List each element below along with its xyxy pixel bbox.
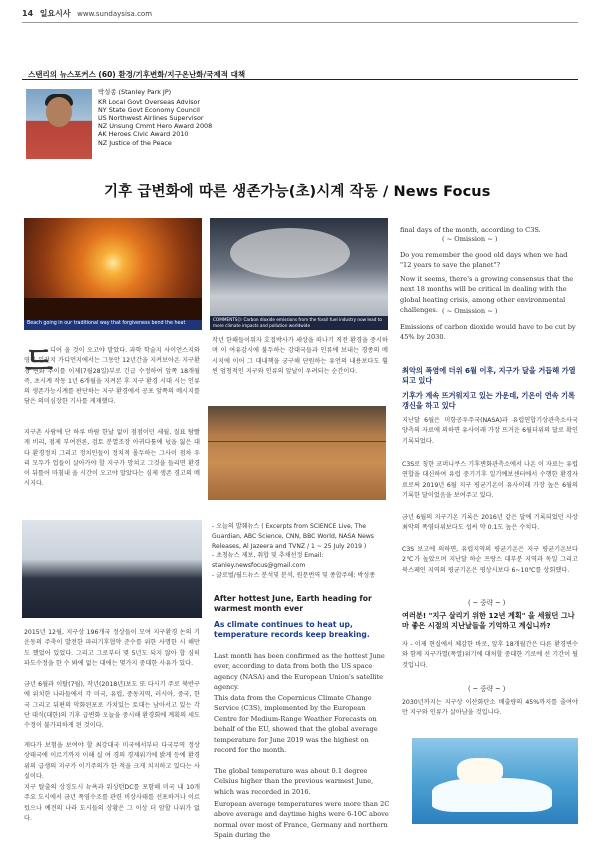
col1-paragraph: 지구촌 사람에 단 하루 바람 한날 없이 점점이던 세월, 질표 탐빨게 비리, 점제 부여전론, 검토 분열조장 아귀다툼에 넋을 잃은 대다 환경정치 그리고 정치인들이 정치적 몰두하는 그사이 점차 우리 모두가 업들이 살아가야 할 지구가 망쳐고 그것을 들리면 환경이 뒤틀어 마침내 올 시간이 오고야 말았다는 심제 생존 경고의 메시지다. [24,429,200,488]
author-name: 박성종 (Stanley Park JP) [98,88,172,96]
col3-kr-paragraph: 자 - 이제 현실에서 체감한 바로, 앞후 18개월간은 다른 환경변수와 함께 지구가열(폭열)위기에 대처할 중대한 기로에 선 기간이 될 것입니다. [402,641,578,669]
kr-subheadline: 기후가 계속 뜨거워지고 있는 가운데, 기온이 연속 기록갱신을 하고 있다 [402,391,575,411]
col2-en-paragraph: Last month has been confirmed as the hottest June ever, according to data from both the US space agency (NASA) and the European Union's satellite agency. [214,652,385,692]
col1-paragraph: 게다가 보험을 보여야 할 최강대국 미국에서부터 다국무역 정상 상태국에 이르기까지 이해 실 여 경의 경제위기에 밝게 등에 환경위의 급생의 지구가 이기주의가 한 적을 크게 치지하고 있다는 사실이다. [24,742,200,780]
summit-group-photo [22,520,202,618]
omission-note: ( ~ 중략 ~ ) [468,599,506,607]
col3-kr-paragraph: C3S 보고에 의하면, 유럽지역의 평균기온은 지구 평균기온보다 2℃가 높았으며 지난달 하순 프랑스 대부분 지역과 독일 그리고 북스페인 지역의 평균기온은 평상시보다 6~10℃를 상회했다. [402,546,578,574]
omission-note: ( ~ Omission ~ ) [442,235,498,243]
col3-en-paragraph: Emissions of carbon dioxide would have to be cut by 45% by 2030. [400,323,576,342]
page-header [22,8,578,22]
col2-en-paragraph: The global temperature was about 0.1 degree Celsius higher than the previous warmest June, which was recorded in 2016. [214,767,374,796]
sunset-caption: Beach going in our traditional way that forgiveness bend the heat [27,321,186,326]
author-photo-face [46,97,72,127]
author-title: AK Heroes Civic Award 2010 [98,130,189,139]
kr-closing-headline: 여러분! "지구 살리기 위한 12년 계획" 을 세웠던 그나마 좋은 시절의 지난날들을 기억하고 계십니까? [402,611,575,631]
author-photo [26,89,92,159]
col1-paragraph: 디어 올 것이 오고야 말았다. 과학 학술지 사이언스지와 영국 일간지 가디언지에서는 그동안 12년간을 지켜보아온 지구환경 변화 추이를 이제(7월28일)부로 긴급 수정하여 앞쪽 18개월 즉, 초시계 작동 1년 6개월을 지켜본 후 지구 환경 시대 시는 인류의 생존가능시계를 판단하는 지구 환경에서 공포 앞쪽의 메시지를 담은 의미심장한 기사를 게재했다. [24,347,200,406]
series-divider [22,79,578,80]
en-headline: After hottest June, Earth heading for warmest month ever [214,594,372,613]
desert-photo [208,406,386,500]
kr-headline: 최악의 폭염에 더위 6월 이후, 지구가 달을 거듭해 가열되고 있다 [402,366,576,386]
col2-en-paragraph: This data from the Copernicus Climate Change Service (C3S), implemented by the European Centre for Medium-Range Weather Forecasts on behalf of the EU, showed that the global average temperature for June 2019 was the highest on record for the month. [214,694,378,755]
col1-paragraph: 지구 탈출의 상징도시 뉴욕과 워싱턴DC를 포함해 미국 내 10개 주요 도시에서 금년 폭염수조를 관련 비상사태를 선포하거나 이르렀으나 예견의 나라 도시들의 상황은 그 이상 더 암할 나위가 없다. [24,784,200,822]
col3-kr-paragraph: 지난달 6월은 미항공우주국(NASA)과 유럽연합기상관측소사국 양측의 자료에 의하면 유사이래 가장 뜨거운 6월더위의 달로 확인 기록되었다. [402,417,578,445]
col2-intro: 작년 한해들이워자 호접박사가 세상을 떠나기 직전 환경을 중시하며 이 여유감시에 불두하는 강대국들과 인류에 보내는 경종의 메시지에 이어 그 대내책을 궁구해 단원하는 유언의 내용보다도 훨씬 엄청적인 지구와 인류의 앞날이 우려되는 순간이다. [212,337,388,375]
col3-kr-paragraph: 2030년까지는 지구상 이산화탄소 배출량의 45%까지를 줄여야만 지구와 인류가 살아남을 것입니다. [402,699,578,717]
factory-smoke [230,228,350,278]
sunset-photo [24,218,202,330]
col3-en-paragraph: final days of the month, according to C3S. [400,226,541,234]
omission-note: ( ~ Omission ~ ) [442,307,498,315]
sources-title: - 오늘의 발췌뉴스 ( Excerpts from SCIENCE Live, The Guardian, ABC Science, CNN, BBC World, NASA News Releases, Al Jazeera and TVNZ / 1 ~ 25 July 2019 ) [212,523,374,550]
publication-url[interactable]: www.sundaysisa.com [77,10,153,18]
author-title: NZ Unsung Cmmt Hero Award 2008 [98,122,213,131]
col2-en-paragraph: European average temperatures were more than 2C above average and daytime highs were 6-10C above normal over most of France, Germany and northern Spain during the [214,800,390,840]
desert-crack [208,441,386,442]
col3-en-paragraph: Do you remember the good old days when we had "12 years to save the planet"? [400,251,568,270]
sunset-caption-bar [24,320,202,330]
author-title: NZ Justice of the Peace [98,138,172,147]
factory-caption: COMMENTS(): Carbon dioxide emissions from the fossil fuel industry now lead to more climate impacts and pollution worldwide [213,317,382,328]
publication-name: 일요시사 [39,9,71,18]
author-bio [98,88,212,147]
col1-paragraph: 2015년 12월, 지구상 196개국 정상들이 모여 지구환경 논의 기 운동의 주축이 발전한 파리기후협약 준수를 위한 사명한 시 해만도 했었어 있었다. 그리고 그로부터 몇 5년도 되지 않아 합 심히 파도수정을 한 수 봐에 없는 대에는 몇가지 중대한 사유가 있다. [24,629,200,667]
page-number: 14 [22,9,34,18]
author-title: NY State Govt Economy Council [98,106,200,115]
series-title: 스탠리의 뉴스포커스 (60) 환경/기후변화/지구온난화/국제적 대책 [28,70,246,79]
sources-box [212,522,384,581]
author-title: US Northwest Airlines Supervisor [98,114,204,123]
author-title: KR Local Govt Overseas Advisor [98,98,201,107]
polar-bear-photo [412,738,578,824]
col1-paragraph: 금년 6월과 이탈(7월), 작년(2018년)보도 또 다시기 주로 북반구에 위치한 나라들에서 각 미국, 유럽, 중동지역, 러시아, 중국, 한국 그리고 뒤편의 악화된포로 가치있는 토대는 남아서고 있는 각단 대식(대한)의 기후 급변화 오늘을 중시해 환경회에 계획의 세도수정이 불가피하게 된 것이다. [24,681,200,730]
polar-bear [457,758,503,784]
drop-cap: 드 [25,344,54,378]
factory-caption-bar [210,316,388,330]
omission-note: ( ~ 중략 ~ ) [468,685,506,693]
header-divider [22,22,578,23]
en-subheadline: As climate continues to heat up, temperature records keep breaking. [214,620,370,639]
col3-kr-paragraph: 금년 6월의 지구기온 기록은 2016년 같은 달에 기록되었던 사상 최악의 폭염더위보다도 섭씨 약 0.1도 높은 수치다. [402,514,578,532]
sources-contact[interactable]: - 초청뉴스 제보, 취합 및 추채선정 Email: stanley.newsfocus@gmail.com [212,552,324,570]
col3-en-paragraph: Now it seems, there's a growing consensus that the next 18 months will be critical in dealing with the global heating crisis, among other environmental challenges. [400,275,574,315]
sources-credit: - 글로벌/월드뉴스 분석및 분석, 원문번역 및 종합주해: 박성종 [212,571,376,579]
col3-kr-paragraph: C3S로 칭한 코퍼니쿠스 기후변화관측소에서 나온 이 자료는 유럽연합을 대신하여 유럽 중기기후 일기예보센터에서 수행한 환경자료로써 2019년 6월 지구 평균기온이 유사이래 가장 높은 6월의 기록한 달이었음을 보여주고 있다. [402,461,578,499]
article-headline: 기후 급변화에 따른 생존가능(초)시계 작동 / News Focus [104,184,491,200]
factory-photo [210,218,388,330]
